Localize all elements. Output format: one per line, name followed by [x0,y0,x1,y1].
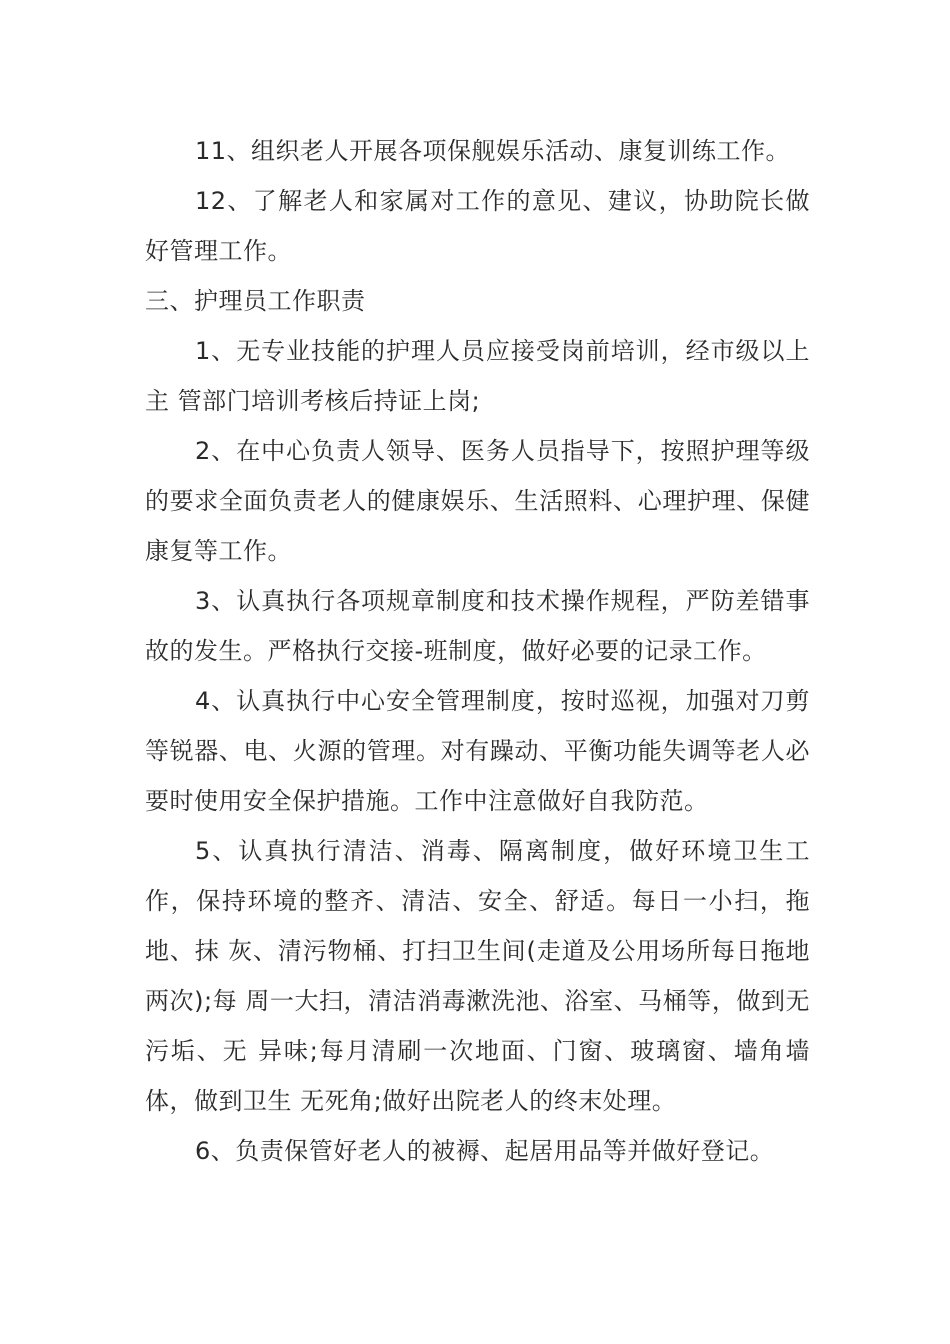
paragraph-item-6: 6、负责保管好老人的被褥、起居用品等并做好登记。 [195,1137,775,1165]
paragraph-item-2: 2、在中心负责人领导、医务人员指导下，按照护理等级的要求全面负责老人的健康娱乐、生活照料、心理护理、保健康复等工作。 [145,437,810,565]
document-body [145,126,810,1176]
paragraph-item-3: 3、认真执行各项规章制度和技术操作规程，严防差错事故的发生。严格执行交接-班制度，做好必要的记录工作。 [145,587,810,665]
paragraph-item-4: 4、认真执行中心安全管理制度，按时巡视，加强对刀剪等锐器、电、火源的管理。对有躁动、平衡功能失调等老人必要时使用安全保护措施。工作中注意做好自我防范。 [145,687,810,815]
paragraph-item-5: 5、认真执行清洁、消毒、隔离制度，做好环境卫生工作，保持环境的整齐、清洁、安全、舒适。每日一小扫，拖地、抹 灰、清污物桶、打扫卫生间(走道及公用场所每日拖地两次);每 周一大扫，清洁消毒漱洗池、浴室、马桶等，做到无污垢、无 异味;每月清刷一次地面、门窗、玻璃窗、墙角墙体，做到卫生 无死角;做好出院老人的终末处理。 [145,837,810,1115]
paragraph-item-11: 11、组织老人开展各项保舰娱乐活动、康复训练工作。 [195,137,791,165]
section-heading: 三、护理员工作职责 [145,287,366,315]
paragraph-item-1: 1、无专业技能的护理人员应接受岗前培训，经市级以上主 管部门培训考核后持证上岗; [145,337,810,415]
paragraph-item-12: 12、了解老人和家属对工作的意见、建议，协助院长做好管理工作。 [145,187,810,265]
